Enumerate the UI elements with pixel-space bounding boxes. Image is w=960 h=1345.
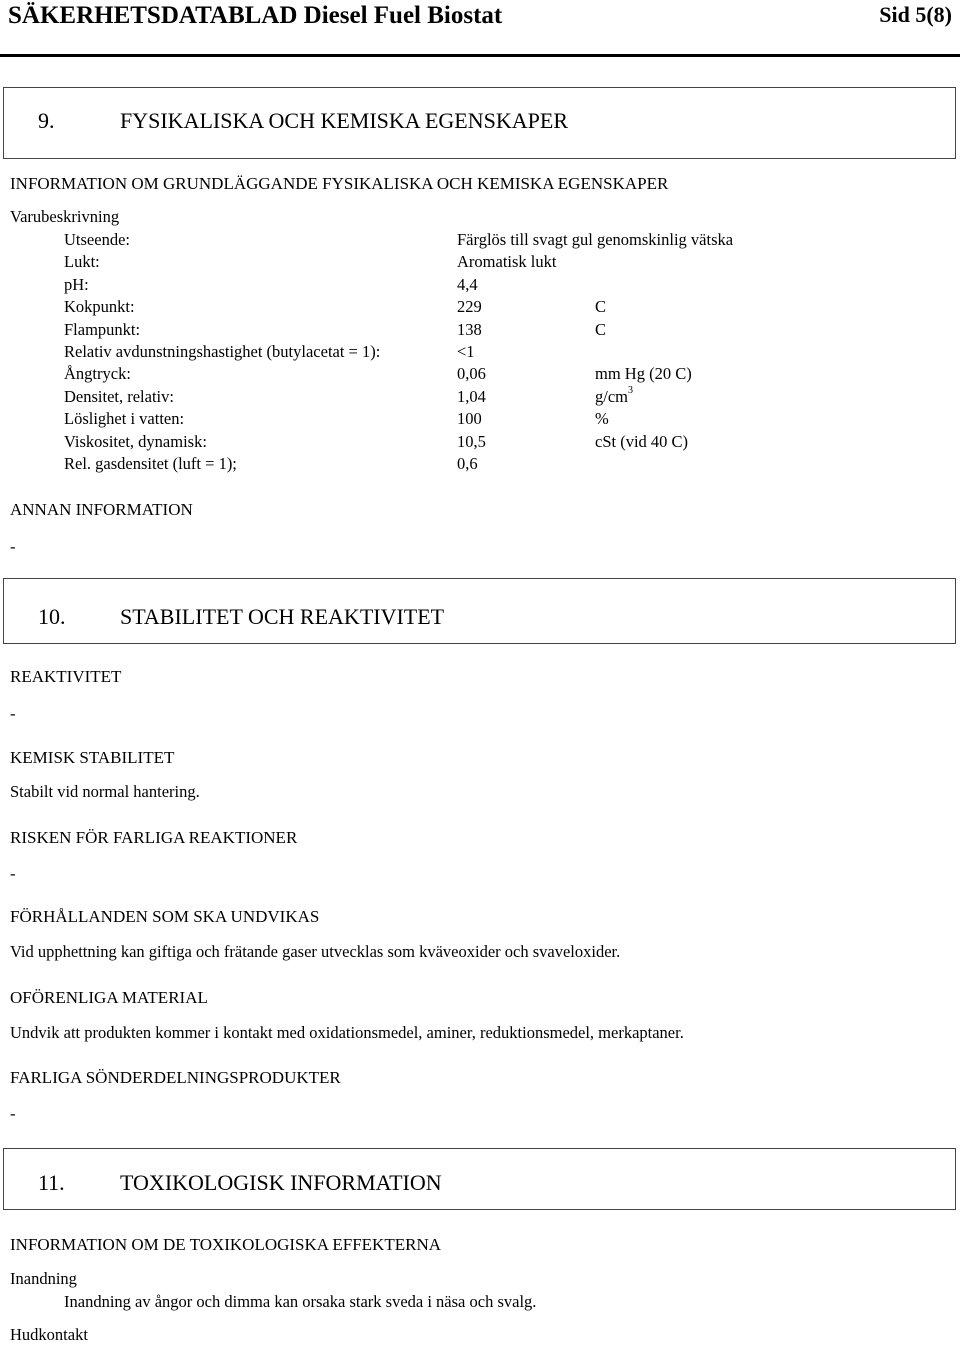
- property-label: Flampunkt:: [64, 320, 141, 339]
- conditions-avoid-text: Vid upphettning kan giftiga och frätande gaser utvecklas som kväveoxider och svaveloxider.: [10, 942, 621, 961]
- property-unit: [595, 364, 692, 384]
- property-unit-text: %: [595, 409, 609, 428]
- group-label-inandning: Inandning: [10, 1269, 77, 1288]
- property-unit: [595, 297, 606, 317]
- reactivity-heading: REAKTIVITET: [10, 667, 122, 686]
- property-label: Kokpunkt:: [64, 297, 135, 316]
- property-value: 138: [457, 320, 482, 339]
- document-title: SÄKERHETSDATABLAD Diesel Fuel Biostat: [8, 2, 503, 29]
- property-label: Löslighet i vatten:: [64, 409, 185, 428]
- section-10-title: STABILITET OCH REAKTIVITET: [120, 604, 445, 629]
- property-label: Ångtryck:: [64, 364, 131, 383]
- property-value: Aromatisk lukt: [457, 252, 557, 271]
- stability-text: Stabilt vid normal hantering.: [10, 782, 200, 801]
- property-unit: [595, 320, 606, 340]
- hazardous-reactions-heading: RISKEN FÖR FARLIGA REAKTIONER: [10, 828, 298, 847]
- property-value: 100: [457, 409, 482, 428]
- decomposition-products-text: -: [10, 1104, 16, 1123]
- property-label: pH:: [64, 275, 89, 294]
- page-number: Sid 5(8): [879, 2, 952, 27]
- property-unit-text: cSt (vid 40 C): [595, 432, 689, 451]
- property-unit: [595, 387, 633, 407]
- property-label: Relativ avdunstningshastighet (butylacetat = 1):: [64, 342, 381, 361]
- property-value: 10,5: [457, 432, 486, 451]
- section-11-number: 11.: [38, 1170, 65, 1195]
- section-9-number: 9.: [38, 108, 55, 133]
- property-value: 0,6: [457, 454, 478, 473]
- property-label: Lukt:: [64, 252, 100, 271]
- property-value: Färglös till svagt gul genomskinlig vätska: [457, 230, 734, 249]
- decomposition-products-heading: FARLIGA SÖNDERDELNINGSPRODUKTER: [10, 1068, 341, 1087]
- property-label: Utseende:: [64, 230, 130, 249]
- group-label-varubeskrivning: Varubeskrivning: [10, 207, 120, 226]
- other-info-heading: ANNAN INFORMATION: [10, 500, 193, 519]
- section-9-subheading: INFORMATION OM GRUNDLÄGGANDE FYSIKALISKA OCH KEMISKA EGENSKAPER: [10, 174, 669, 193]
- hazardous-reactions-text: -: [10, 864, 16, 883]
- property-label: Viskositet, dynamisk:: [64, 432, 207, 451]
- property-unit: [595, 432, 688, 452]
- header-divider: [0, 54, 960, 57]
- property-unit: [595, 409, 609, 429]
- property-unit-text: mm Hg (20 C): [595, 364, 692, 383]
- conditions-avoid-heading: FÖRHÅLLANDEN SOM SKA UNDVIKAS: [10, 907, 320, 926]
- reactivity-text: -: [10, 704, 16, 723]
- property-value: 0,06: [457, 364, 486, 383]
- other-info-text: -: [10, 537, 16, 556]
- incompatible-materials-text: Undvik att produkten kommer i kontakt med oxidationsmedel, aminer, reduktionsmedel, merkaptaner.: [10, 1023, 684, 1042]
- section-10-number: 10.: [38, 604, 66, 629]
- property-value: 229: [457, 297, 482, 316]
- incompatible-materials-heading: OFÖRENLIGA MATERIAL: [10, 988, 208, 1007]
- section-11-title: TOXIKOLOGISK INFORMATION: [120, 1170, 442, 1195]
- property-value: 4,4: [457, 275, 478, 294]
- section-9-title: FYSIKALISKA OCH KEMISKA EGENSKAPER: [120, 108, 568, 133]
- group-label-hudkontakt: Hudkontakt: [10, 1325, 88, 1344]
- property-unit-text: C: [595, 297, 607, 316]
- property-label: Rel. gasdensitet (luft = 1);: [64, 454, 237, 473]
- section-11-subheading: INFORMATION OM DE TOXIKOLOGISKA EFFEKTERNA: [10, 1235, 441, 1254]
- stability-heading: KEMISK STABILITET: [10, 748, 175, 767]
- property-value: 1,04: [457, 387, 486, 406]
- property-label: Densitet, relativ:: [64, 387, 174, 406]
- property-unit-text: C: [595, 320, 607, 339]
- inandning-text: Inandning av ångor och dimma kan orsaka stark sveda i näsa och svalg.: [64, 1292, 537, 1311]
- property-value: <1: [457, 342, 475, 361]
- property-unit-superscript: 3: [628, 385, 633, 396]
- property-unit-text: g/cm: [595, 387, 628, 406]
